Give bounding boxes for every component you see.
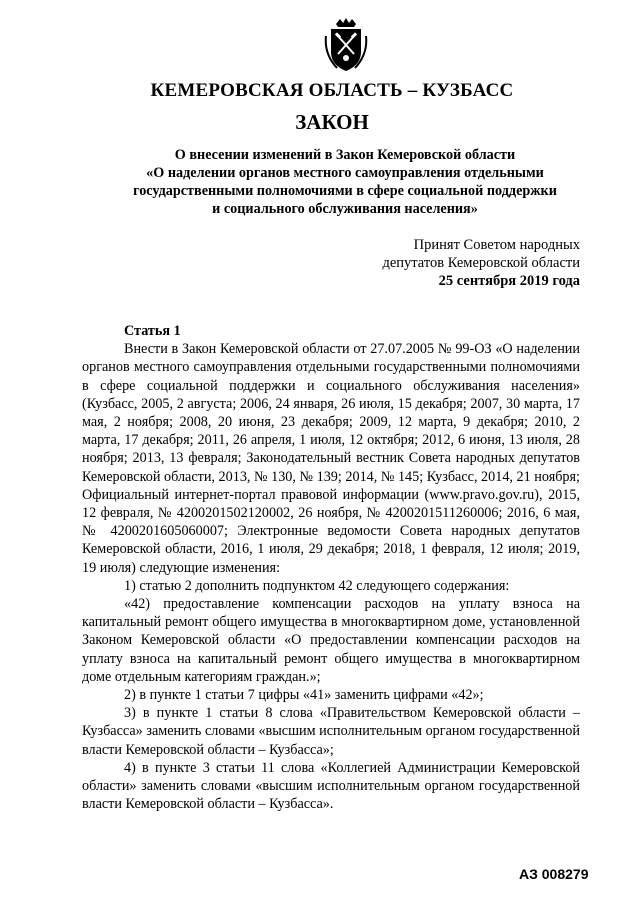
amendment-item: 4) в пункте 3 статьи 11 слова «Коллегией Администрации Кемеровской области» заменить словами «высшим исполнительным органом государственной власти Кемеровской области – Кузбасса». [82,759,580,813]
document-type: ЗАКОН [295,110,369,134]
kemerovo-coat-of-arms-icon [323,18,369,74]
amendment-item: 2) в пункте 1 статьи 7 цифры «41» заменить цифрами «42»; [124,687,484,704]
region-name: КЕМЕРОВСКАЯ ОБЛАСТЬ – КУЗБАСС [150,80,514,101]
amendment-item: 3) в пункте 1 статьи 8 слова «Правительством Кемеровской области – Кузбасса» заменить словами «высшим исполнительным органом государственной власти Кемеровской области – Кузбасса»; [82,705,580,758]
amendment-item: 1) статью 2 дополнить подпунктом 42 следующего содержания: [124,577,510,594]
law-title-line: государственными полномочиями в сфере социальной поддержки [133,183,557,199]
adoption-line: Принят Советом народных [413,237,580,253]
law-title-line: О внесении изменений в Закон Кемеровской области [174,147,516,163]
adoption-line: депутатов Кемеровской области [382,255,580,271]
article-intro: Внести в Закон Кемеровской области от 27.07.2005 № 99-ОЗ «О наделении органов местного самоуправления отдельными государственными полномочиями в сфере социальной поддержки и социального обслуживания населения» (Кузбасс, 2005, 2 августа; 2006, 24 января, 26 июля, 15 декабря; 2007, 30 марта, 17 мая, 2 ноября; 2008, 20 июня, 23 декабря; 2009, 12 марта, 9 декабря; 2010, 2 марта, 17 декабря; 2011, 26 апреля, 1 июля, 12 октября; 2012, 6 июня, 13 июля, 28 ноября; 2013, 13 февраля; Законодательный вестник Совета народных депутатов Кемеровской области, 2013, № 130, № 139; 2014, № 145; Кузбасс, 2014, 21 ноября; Официальный интернет-портал правовой информации (www.pravo.gov.ru), 2015, 12 февраля, № 4200201502120002, 26 ноября, № 4200201511260006; 2016, 6 мая, № 4200201605060007; Электронные ведомости Совета народных депутатов Кемеровской области, 2016, 1 июля, 29 декабря; 2018, 1 февраля, 12 июля; 2019, 19 июля) следующие изменения: [82,341,580,576]
article-heading: Статья 1 [124,323,181,339]
amendment-item: «42) предоставление компенсации расходов на уплату взноса на капитальный ремонт общего имущества в многоквартирном доме, установленной Законом Кемеровской области «О предоставлении компенсации расходов на уплату взноса на капитальный ремонт общего имущества в многоквартирном доме отдельным категориям граждан.»; [82,596,580,685]
law-title [90,146,600,218]
form-serial-number: АЗ 008279 [519,866,589,882]
adoption-date: 25 сентября 2019 года [438,273,580,289]
law-title-line: «О наделении органов местного самоуправления отдельными [146,165,544,181]
law-title-line: и социального обслуживания населения» [212,201,478,217]
adoption-block [320,236,580,290]
article-1 [82,322,580,813]
